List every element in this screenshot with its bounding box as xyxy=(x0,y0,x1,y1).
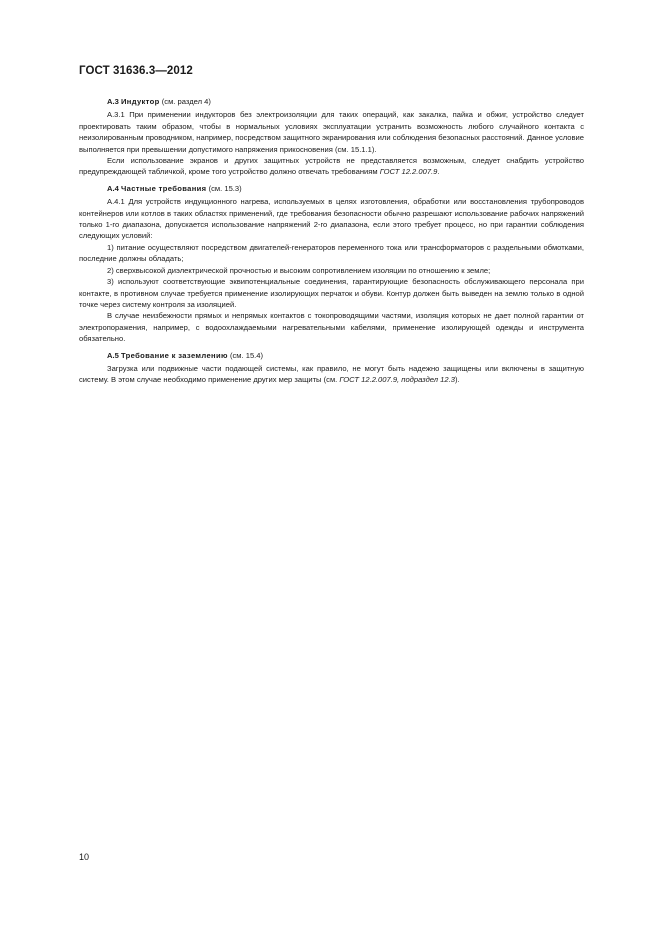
section-number: А.4 xyxy=(107,183,119,193)
standard-reference: ГОСТ 12.2.007.9, подраздел 12.3 xyxy=(339,375,455,385)
list-item: 3) используют соответствующие эквипотенциальные соединения, гарантирующие безопасность обслуживающего персонала при контакте, в противном случае требуется применение изолирующих перчаток и обуви. Контур должен быть выведен на землю только в одной точке через систему контроля за изоляцией. xyxy=(79,277,584,309)
section-reference: (см. раздел 4) xyxy=(161,97,211,106)
section-reference: (см. 15.4) xyxy=(229,350,264,360)
section-number: А.3 xyxy=(107,97,119,106)
list-item: 1) питание осуществляют посредством двигателей-генераторов переменного тока или трансформаторов с раздельными обмотками, последние должны обладать; xyxy=(79,242,584,264)
section-heading-a3 xyxy=(79,96,584,107)
standard-reference: ГОСТ 12.2.007.9 xyxy=(379,167,438,177)
section-number: А.5 xyxy=(107,350,119,360)
document-header: ГОСТ 31636.3—2012 xyxy=(79,65,193,77)
paragraph: Загрузка или подвижные части подающей системы, как правило, не могут быть надежно защищены или включены в защитную систему. В этом случае необходимо применение других мер защиты (см. ГОСТ 12.2.007.9, подраздел 12.3). xyxy=(79,363,584,385)
paragraph: Если использование экранов и других защитных устройств не представляется возможным, следует снабдить устройство предупреждающей табличкой, кроме того устройство должно отвечать требованиям ГОСТ 12.2.007.9. xyxy=(79,156,584,177)
document-body xyxy=(79,96,584,386)
section-title: Частные требования xyxy=(120,183,207,193)
page-number: 10 xyxy=(79,852,90,862)
section-reference: (см. 15.3) xyxy=(208,183,242,193)
paragraph: А.4.1 Для устройств индукционного нагрева, используемых в целях изготовления, обработки или восстановления трубопроводов контейнеров или котлов в таких областях применений, где требования безопасности обычно разрешают использование рабочих напряжений только 1-го диапазона, допускается использование напряжений 2-го диапазона, если этого требует процесс, но при гарантии соблюдения следующих условий: xyxy=(79,197,584,241)
list-item: 2) сверхвысокой диэлектрической прочностью и высоким сопротивлением изоляции по отношению к земле; xyxy=(107,265,491,275)
section-heading-a4 xyxy=(79,183,584,194)
section-title: Требование к заземлению xyxy=(120,350,228,360)
paragraph: А.3.1 При применении индукторов без электроизоляции для таких операций, как закалка, пайка и обжиг, устройство следует проектировать таким образом, чтобы в нормальных условиях эксплуатации устранить возможность любого случайного контакта с неизолированным проводником, например, посредством защитного экранирования или соблюдения безопасных расстояний. Данное условие выполняется при превышении допустимого напряжения прикосновения (см. 15.1.1). xyxy=(79,110,584,154)
section-heading-a5 xyxy=(79,350,584,361)
section-title: Индуктор xyxy=(120,97,160,106)
paragraph: В случае неизбежности прямых и непрямых контактов с токопроводящими частями, изоляция которых не дает полной гарантии от электропоражения, например, с водоохлаждаемыми нагревательными кабелями, применение изолирующей одежды и инструмента обязательно. xyxy=(79,311,584,344)
